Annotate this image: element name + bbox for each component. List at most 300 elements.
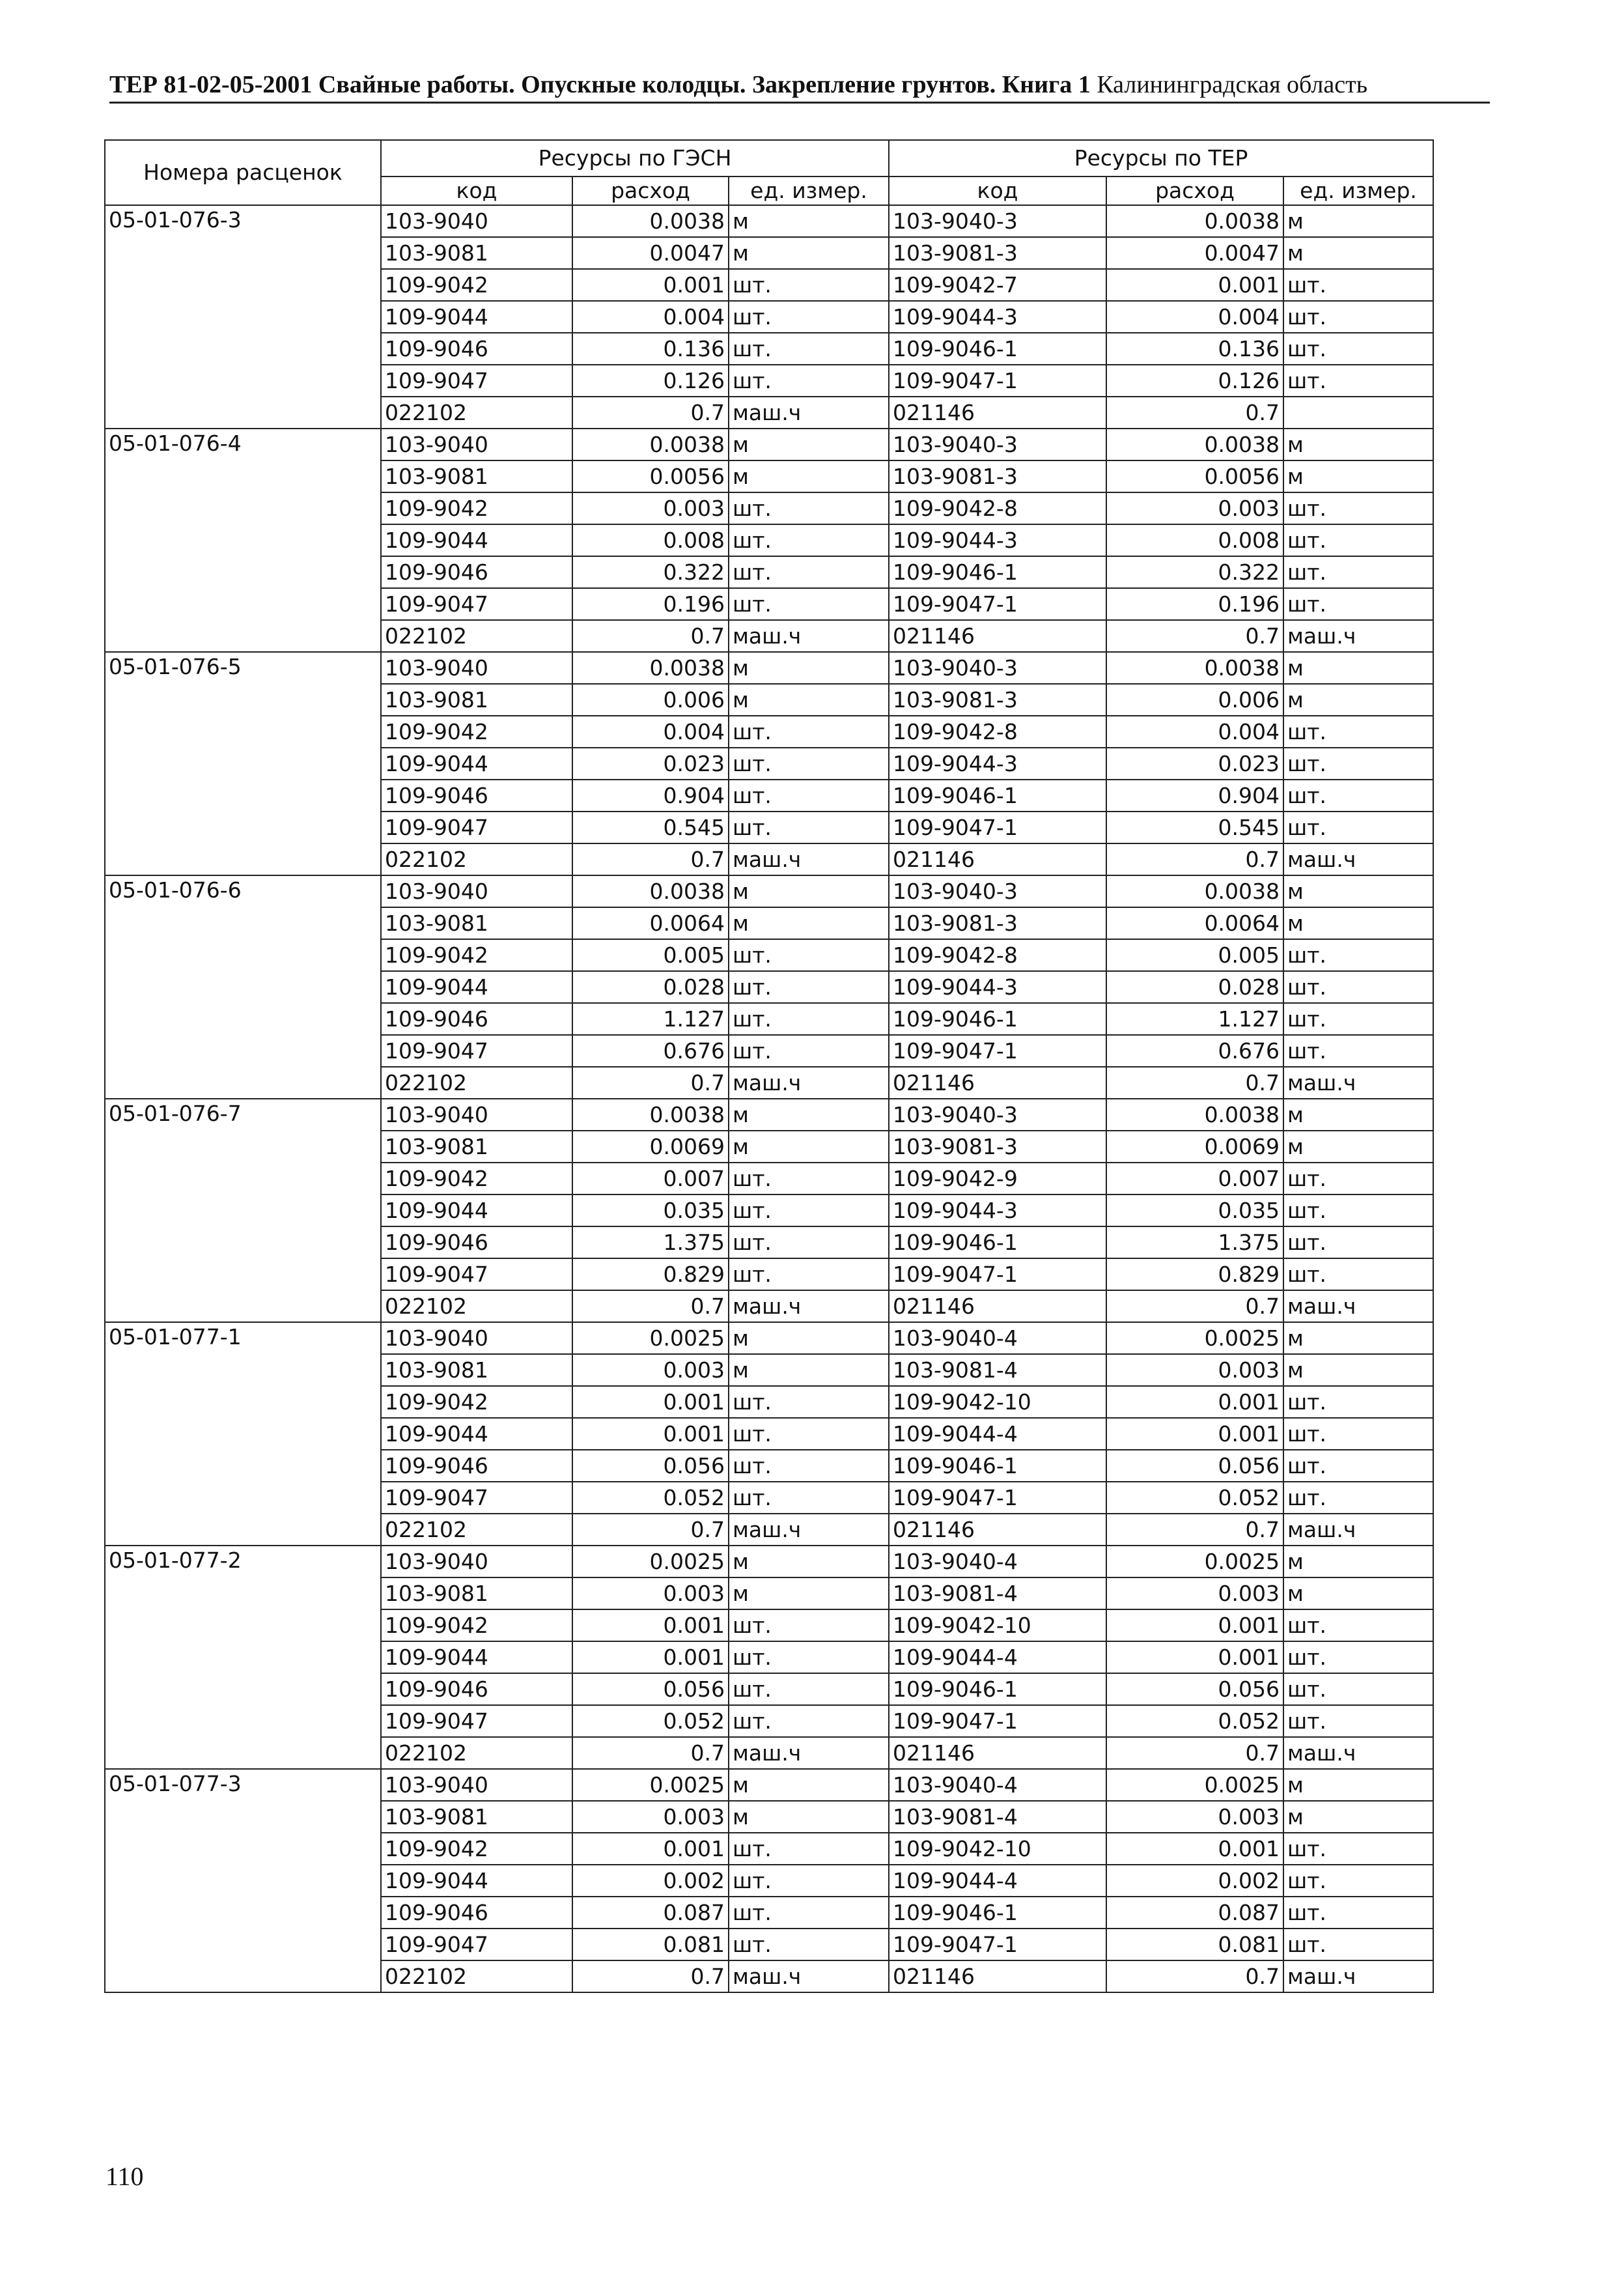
ter-code-cell: 109-9044-3 (889, 524, 1106, 556)
gesn-amount-cell: 0.7 (572, 620, 729, 652)
ter-amount-cell: 0.0025 (1106, 1322, 1283, 1354)
gesn-code-cell: 109-9042 (381, 1163, 572, 1194)
ter-code-cell: 103-9040-3 (889, 652, 1106, 684)
gesn-code-cell: 103-9081 (381, 1131, 572, 1163)
ter-code-cell: 109-9044-3 (889, 971, 1106, 1003)
header-ter-unit: ед. измер. (1283, 177, 1433, 205)
ter-amount-cell: 0.028 (1106, 971, 1283, 1003)
ter-unit-cell: м (1283, 1577, 1433, 1609)
ter-code-cell: 109-9042-8 (889, 716, 1106, 748)
ter-code-cell: 103-9040-3 (889, 875, 1106, 907)
gesn-unit-cell: маш.ч (729, 843, 889, 875)
gesn-unit-cell: шт. (729, 1386, 889, 1418)
ter-unit-cell: шт. (1283, 1897, 1433, 1929)
ter-code-cell: 103-9040-3 (889, 205, 1106, 237)
ter-unit-cell: шт. (1283, 971, 1433, 1003)
gesn-amount-cell: 0.023 (572, 748, 729, 780)
gesn-amount-cell: 0.0025 (572, 1769, 729, 1801)
ter-code-cell: 109-9044-4 (889, 1418, 1106, 1450)
gesn-code-cell: 109-9047 (381, 588, 572, 620)
ter-amount-cell: 0.7 (1106, 397, 1283, 429)
gesn-code-cell: 103-9040 (381, 1099, 572, 1131)
ter-code-cell: 021146 (889, 1067, 1106, 1099)
ter-code-cell: 109-9047-1 (889, 1929, 1106, 1960)
gesn-unit-cell: шт. (729, 780, 889, 812)
ter-code-cell: 109-9046-1 (889, 333, 1106, 365)
gesn-code-cell: 109-9042 (381, 939, 572, 971)
ter-amount-cell: 0.001 (1106, 1386, 1283, 1418)
table-row (105, 1769, 1433, 1801)
gesn-amount-cell: 0.136 (572, 333, 729, 365)
gesn-code-cell: 022102 (381, 843, 572, 875)
gesn-unit-cell: м (729, 429, 889, 460)
table-row (105, 1099, 1433, 1131)
ter-code-cell: 109-9044-3 (889, 748, 1106, 780)
ter-amount-cell: 0.322 (1106, 556, 1283, 588)
gesn-unit-cell: шт. (729, 939, 889, 971)
ter-code-cell: 109-9044-3 (889, 301, 1106, 333)
gesn-unit-cell: маш.ч (729, 1290, 889, 1322)
ter-amount-cell: 0.052 (1106, 1705, 1283, 1737)
gesn-amount-cell: 0.001 (572, 1418, 729, 1450)
gesn-amount-cell: 0.7 (572, 1514, 729, 1546)
ter-unit-cell: шт. (1283, 780, 1433, 812)
header-region: Калининградская область (1097, 71, 1368, 98)
ter-unit-cell: шт. (1283, 939, 1433, 971)
ter-amount-cell: 0.001 (1106, 1418, 1283, 1450)
ter-amount-cell: 0.001 (1106, 269, 1283, 301)
ter-code-cell: 103-9081-3 (889, 237, 1106, 269)
gesn-unit-cell: шт. (729, 1609, 889, 1641)
gesn-code-cell: 109-9046 (381, 1226, 572, 1258)
ter-unit-cell: м (1283, 460, 1433, 492)
ter-unit-cell: шт. (1283, 301, 1433, 333)
gesn-amount-cell: 0.0064 (572, 907, 729, 939)
gesn-amount-cell: 0.0047 (572, 237, 729, 269)
ter-code-cell: 021146 (889, 620, 1106, 652)
ter-amount-cell: 0.005 (1106, 939, 1283, 971)
ter-code-cell: 109-9046-1 (889, 556, 1106, 588)
gesn-amount-cell: 0.002 (572, 1865, 729, 1897)
gesn-code-cell: 109-9044 (381, 1194, 572, 1226)
ter-unit-cell: м (1283, 205, 1433, 237)
gesn-amount-cell: 0.7 (572, 1290, 729, 1322)
ter-code-cell: 109-9042-8 (889, 939, 1106, 971)
gesn-amount-cell: 0.003 (572, 1801, 729, 1833)
gesn-unit-cell: шт. (729, 1226, 889, 1258)
ter-unit-cell: маш.ч (1283, 843, 1433, 875)
gesn-amount-cell: 0.056 (572, 1450, 729, 1482)
ter-amount-cell: 0.004 (1106, 716, 1283, 748)
gesn-code-cell: 109-9047 (381, 812, 572, 843)
ter-amount-cell: 0.0069 (1106, 1131, 1283, 1163)
ter-unit-cell: шт. (1283, 1482, 1433, 1514)
ter-code-cell: 021146 (889, 397, 1106, 429)
ter-amount-cell: 0.008 (1106, 524, 1283, 556)
ter-unit-cell: шт. (1283, 1450, 1433, 1482)
ter-unit-cell: шт. (1283, 333, 1433, 365)
gesn-code-cell: 109-9047 (381, 1035, 572, 1067)
gesn-code-cell: 103-9040 (381, 429, 572, 460)
gesn-unit-cell: маш.ч (729, 1514, 889, 1546)
gesn-unit-cell: м (729, 1801, 889, 1833)
header-ter-resources: Ресурсы по ТЕР (889, 140, 1433, 177)
ter-unit-cell: шт. (1283, 524, 1433, 556)
gesn-unit-cell: м (729, 1577, 889, 1609)
gesn-amount-cell: 0.0038 (572, 875, 729, 907)
gesn-amount-cell: 0.001 (572, 1609, 729, 1641)
table-row (105, 1322, 1433, 1354)
gesn-unit-cell: маш.ч (729, 1067, 889, 1099)
gesn-unit-cell: маш.ч (729, 620, 889, 652)
gesn-unit-cell: шт. (729, 1035, 889, 1067)
ter-amount-cell: 0.126 (1106, 365, 1283, 397)
table-row (105, 429, 1433, 460)
ter-unit-cell: шт. (1283, 1194, 1433, 1226)
ter-amount-cell: 0.0025 (1106, 1546, 1283, 1577)
gesn-amount-cell: 0.322 (572, 556, 729, 588)
gesn-code-cell: 022102 (381, 1514, 572, 1546)
ter-amount-cell: 0.004 (1106, 301, 1283, 333)
ter-unit-cell: м (1283, 1131, 1433, 1163)
rate-number-cell: 05-01-076-3 (105, 205, 381, 429)
ter-code-cell: 103-9081-3 (889, 684, 1106, 716)
ter-code-cell: 109-9044-4 (889, 1865, 1106, 1897)
table-row (105, 205, 1433, 237)
gesn-unit-cell: м (729, 875, 889, 907)
gesn-unit-cell: шт. (729, 1163, 889, 1194)
ter-code-cell: 021146 (889, 1960, 1106, 1992)
ter-unit-cell: маш.ч (1283, 1737, 1433, 1769)
gesn-code-cell: 109-9044 (381, 748, 572, 780)
gesn-code-cell: 109-9047 (381, 1705, 572, 1737)
gesn-amount-cell: 0.904 (572, 780, 729, 812)
gesn-code-cell: 022102 (381, 397, 572, 429)
ter-amount-cell: 0.0056 (1106, 460, 1283, 492)
gesn-code-cell: 109-9042 (381, 269, 572, 301)
rate-number-cell: 05-01-077-1 (105, 1322, 381, 1546)
gesn-unit-cell: м (729, 205, 889, 237)
gesn-amount-cell: 1.375 (572, 1226, 729, 1258)
gesn-unit-cell: шт. (729, 748, 889, 780)
ter-amount-cell: 0.023 (1106, 748, 1283, 780)
gesn-code-cell: 109-9042 (381, 492, 572, 524)
ter-amount-cell: 0.0064 (1106, 907, 1283, 939)
ter-code-cell: 109-9047-1 (889, 365, 1106, 397)
ter-amount-cell: 0.676 (1106, 1035, 1283, 1067)
table-row (105, 875, 1433, 907)
gesn-code-cell: 109-9046 (381, 333, 572, 365)
gesn-unit-cell: м (729, 652, 889, 684)
gesn-amount-cell: 0.0038 (572, 652, 729, 684)
ter-unit-cell: шт. (1283, 1929, 1433, 1960)
gesn-unit-cell: м (729, 1769, 889, 1801)
gesn-unit-cell: м (729, 237, 889, 269)
gesn-unit-cell: м (729, 684, 889, 716)
ter-unit-cell: шт. (1283, 716, 1433, 748)
gesn-code-cell: 103-9040 (381, 875, 572, 907)
ter-unit-cell: шт. (1283, 365, 1433, 397)
ter-code-cell: 109-9042-10 (889, 1609, 1106, 1641)
gesn-amount-cell: 0.052 (572, 1482, 729, 1514)
gesn-code-cell: 022102 (381, 1067, 572, 1099)
gesn-amount-cell: 0.676 (572, 1035, 729, 1067)
ter-amount-cell: 0.7 (1106, 620, 1283, 652)
header-ter-amount: расход (1106, 177, 1283, 205)
gesn-code-cell: 109-9042 (381, 1833, 572, 1865)
ter-code-cell: 103-9040-4 (889, 1322, 1106, 1354)
ter-amount-cell: 0.003 (1106, 1577, 1283, 1609)
ter-amount-cell: 0.006 (1106, 684, 1283, 716)
ter-amount-cell: 0.087 (1106, 1897, 1283, 1929)
gesn-amount-cell: 0.028 (572, 971, 729, 1003)
gesn-code-cell: 103-9040 (381, 205, 572, 237)
gesn-amount-cell: 0.7 (572, 1737, 729, 1769)
ter-code-cell: 109-9047-1 (889, 1258, 1106, 1290)
gesn-unit-cell: шт. (729, 492, 889, 524)
ter-code-cell: 103-9081-4 (889, 1354, 1106, 1386)
ter-amount-cell: 0.007 (1106, 1163, 1283, 1194)
gesn-code-cell: 103-9040 (381, 1546, 572, 1577)
gesn-amount-cell: 0.005 (572, 939, 729, 971)
gesn-amount-cell: 0.7 (572, 843, 729, 875)
ter-unit-cell: м (1283, 684, 1433, 716)
gesn-unit-cell: шт. (729, 1003, 889, 1035)
gesn-code-cell: 109-9044 (381, 524, 572, 556)
gesn-code-cell: 022102 (381, 1960, 572, 1992)
gesn-code-cell: 109-9046 (381, 1450, 572, 1482)
gesn-amount-cell: 0.7 (572, 397, 729, 429)
ter-amount-cell: 0.7 (1106, 1514, 1283, 1546)
ter-unit-cell: м (1283, 652, 1433, 684)
ter-unit-cell: маш.ч (1283, 1514, 1433, 1546)
gesn-unit-cell: шт. (729, 1673, 889, 1705)
ter-unit-cell: шт. (1283, 1673, 1433, 1705)
page-number: 110 (105, 2162, 144, 2191)
gesn-unit-cell: м (729, 1354, 889, 1386)
ter-code-cell: 109-9042-10 (889, 1833, 1106, 1865)
gesn-code-cell: 103-9081 (381, 460, 572, 492)
ter-unit-cell: шт. (1283, 1035, 1433, 1067)
header-gesn-amount: расход (572, 177, 729, 205)
gesn-code-cell: 103-9081 (381, 907, 572, 939)
gesn-unit-cell: маш.ч (729, 1737, 889, 1769)
gesn-amount-cell: 0.003 (572, 492, 729, 524)
ter-amount-cell: 0.7 (1106, 843, 1283, 875)
rate-number-cell: 05-01-076-4 (105, 429, 381, 652)
ter-code-cell: 103-9040-4 (889, 1546, 1106, 1577)
gesn-unit-cell: шт. (729, 1641, 889, 1673)
ter-code-cell: 103-9081-3 (889, 907, 1106, 939)
ter-code-cell: 109-9047-1 (889, 812, 1106, 843)
gesn-unit-cell: шт. (729, 365, 889, 397)
ter-code-cell: 109-9044-4 (889, 1641, 1106, 1673)
ter-amount-cell: 0.545 (1106, 812, 1283, 843)
ter-code-cell: 021146 (889, 1737, 1106, 1769)
gesn-amount-cell: 0.056 (572, 1673, 729, 1705)
gesn-amount-cell: 0.001 (572, 1641, 729, 1673)
gesn-amount-cell: 0.126 (572, 365, 729, 397)
gesn-code-cell: 109-9044 (381, 1865, 572, 1897)
ter-unit-cell: шт. (1283, 269, 1433, 301)
gesn-amount-cell: 0.001 (572, 1833, 729, 1865)
gesn-code-cell: 022102 (381, 1290, 572, 1322)
gesn-code-cell: 103-9040 (381, 1322, 572, 1354)
gesn-code-cell: 109-9044 (381, 301, 572, 333)
gesn-code-cell: 103-9081 (381, 1577, 572, 1609)
ter-code-cell: 109-9042-8 (889, 492, 1106, 524)
ter-amount-cell: 0.0025 (1106, 1769, 1283, 1801)
ter-amount-cell: 0.001 (1106, 1833, 1283, 1865)
page-header (109, 70, 1490, 104)
ter-code-cell: 103-9081-3 (889, 1131, 1106, 1163)
gesn-amount-cell: 0.7 (572, 1960, 729, 1992)
gesn-amount-cell: 0.052 (572, 1705, 729, 1737)
ter-amount-cell: 0.052 (1106, 1482, 1283, 1514)
gesn-code-cell: 103-9081 (381, 237, 572, 269)
gesn-unit-cell: шт. (729, 333, 889, 365)
gesn-amount-cell: 0.196 (572, 588, 729, 620)
ter-amount-cell: 0.035 (1106, 1194, 1283, 1226)
table-row (105, 652, 1433, 684)
gesn-amount-cell: 0.001 (572, 1386, 729, 1418)
gesn-code-cell: 103-9081 (381, 684, 572, 716)
gesn-amount-cell: 1.127 (572, 1003, 729, 1035)
gesn-unit-cell: м (729, 1099, 889, 1131)
gesn-code-cell: 109-9047 (381, 1482, 572, 1514)
table-row (105, 1546, 1433, 1577)
resources-table (104, 139, 1434, 1993)
gesn-code-cell: 109-9046 (381, 1897, 572, 1929)
ter-amount-cell: 0.056 (1106, 1450, 1283, 1482)
gesn-unit-cell: шт. (729, 1482, 889, 1514)
ter-unit-cell: маш.ч (1283, 620, 1433, 652)
ter-amount-cell: 0.0038 (1106, 652, 1283, 684)
gesn-unit-cell: шт. (729, 812, 889, 843)
ter-unit-cell: шт. (1283, 1609, 1433, 1641)
gesn-amount-cell: 0.0038 (572, 429, 729, 460)
gesn-amount-cell: 0.006 (572, 684, 729, 716)
ter-unit-cell: шт. (1283, 1865, 1433, 1897)
gesn-unit-cell: шт. (729, 1705, 889, 1737)
gesn-amount-cell: 0.0038 (572, 1099, 729, 1131)
ter-amount-cell: 0.0038 (1106, 1099, 1283, 1131)
gesn-code-cell: 103-9081 (381, 1801, 572, 1833)
gesn-unit-cell: шт. (729, 301, 889, 333)
ter-unit-cell: м (1283, 1801, 1433, 1833)
ter-unit-cell: шт. (1283, 1833, 1433, 1865)
table-body (105, 205, 1433, 1992)
ter-amount-cell: 0.003 (1106, 1354, 1283, 1386)
ter-unit-cell: шт. (1283, 1226, 1433, 1258)
ter-amount-cell: 0.904 (1106, 780, 1283, 812)
gesn-unit-cell: шт. (729, 1865, 889, 1897)
ter-code-cell: 109-9047-1 (889, 588, 1106, 620)
ter-unit-cell: м (1283, 907, 1433, 939)
ter-code-cell: 021146 (889, 1290, 1106, 1322)
gesn-code-cell: 109-9046 (381, 556, 572, 588)
gesn-code-cell: 109-9044 (381, 971, 572, 1003)
gesn-unit-cell: маш.ч (729, 1960, 889, 1992)
ter-unit-cell: маш.ч (1283, 1290, 1433, 1322)
gesn-unit-cell: шт. (729, 971, 889, 1003)
gesn-amount-cell: 0.0025 (572, 1546, 729, 1577)
ter-unit-cell: шт. (1283, 748, 1433, 780)
ter-amount-cell: 0.0038 (1106, 205, 1283, 237)
header-gesn-resources: Ресурсы по ГЭСН (381, 140, 889, 177)
gesn-amount-cell: 0.545 (572, 812, 729, 843)
gesn-code-cell: 103-9040 (381, 1769, 572, 1801)
ter-amount-cell: 0.196 (1106, 588, 1283, 620)
gesn-code-cell: 109-9042 (381, 716, 572, 748)
ter-amount-cell: 0.056 (1106, 1673, 1283, 1705)
ter-code-cell: 109-9047-1 (889, 1482, 1106, 1514)
gesn-unit-cell: шт. (729, 1897, 889, 1929)
rate-number-cell: 05-01-077-3 (105, 1769, 381, 1992)
gesn-amount-cell: 0.003 (572, 1577, 729, 1609)
ter-code-cell: 021146 (889, 1514, 1106, 1546)
gesn-code-cell: 109-9044 (381, 1418, 572, 1450)
ter-code-cell: 109-9046-1 (889, 1673, 1106, 1705)
gesn-code-cell: 103-9081 (381, 1354, 572, 1386)
gesn-unit-cell: м (729, 1131, 889, 1163)
ter-amount-cell: 0.829 (1106, 1258, 1283, 1290)
gesn-code-cell: 022102 (381, 620, 572, 652)
gesn-unit-cell: шт. (729, 1194, 889, 1226)
ter-unit-cell: м (1283, 429, 1433, 460)
gesn-code-cell: 109-9042 (381, 1386, 572, 1418)
gesn-unit-cell: шт. (729, 1450, 889, 1482)
gesn-code-cell: 109-9047 (381, 1929, 572, 1960)
gesn-amount-cell: 0.081 (572, 1929, 729, 1960)
gesn-code-cell: 022102 (381, 1737, 572, 1769)
gesn-unit-cell: шт. (729, 1258, 889, 1290)
ter-code-cell: 103-9040-3 (889, 429, 1106, 460)
ter-amount-cell: 0.7 (1106, 1737, 1283, 1769)
gesn-amount-cell: 0.003 (572, 1354, 729, 1386)
header-rate-numbers: Номера расценок (105, 140, 381, 205)
gesn-amount-cell: 0.0025 (572, 1322, 729, 1354)
rate-number-cell: 05-01-076-6 (105, 875, 381, 1099)
gesn-amount-cell: 0.035 (572, 1194, 729, 1226)
ter-unit-cell: шт. (1283, 1386, 1433, 1418)
ter-unit-cell: шт. (1283, 556, 1433, 588)
ter-amount-cell: 0.0047 (1106, 237, 1283, 269)
ter-code-cell: 103-9081-3 (889, 460, 1106, 492)
ter-amount-cell: 0.7 (1106, 1290, 1283, 1322)
ter-amount-cell: 0.001 (1106, 1641, 1283, 1673)
gesn-amount-cell: 0.008 (572, 524, 729, 556)
rate-number-cell: 05-01-076-5 (105, 652, 381, 875)
ter-amount-cell: 1.127 (1106, 1003, 1283, 1035)
ter-unit-cell: шт. (1283, 1641, 1433, 1673)
gesn-unit-cell: м (729, 1546, 889, 1577)
ter-unit-cell: шт. (1283, 812, 1433, 843)
gesn-amount-cell: 0.001 (572, 269, 729, 301)
gesn-amount-cell: 0.004 (572, 716, 729, 748)
header-gesn-code: код (381, 177, 572, 205)
gesn-unit-cell: шт. (729, 588, 889, 620)
gesn-code-cell: 103-9040 (381, 652, 572, 684)
ter-code-cell: 103-9040-4 (889, 1769, 1106, 1801)
gesn-unit-cell: маш.ч (729, 397, 889, 429)
gesn-unit-cell: шт. (729, 524, 889, 556)
ter-unit-cell: шт. (1283, 1163, 1433, 1194)
ter-code-cell: 109-9047-1 (889, 1035, 1106, 1067)
gesn-code-cell: 109-9047 (381, 1258, 572, 1290)
ter-unit-cell: м (1283, 237, 1433, 269)
header-ter-code: код (889, 177, 1106, 205)
